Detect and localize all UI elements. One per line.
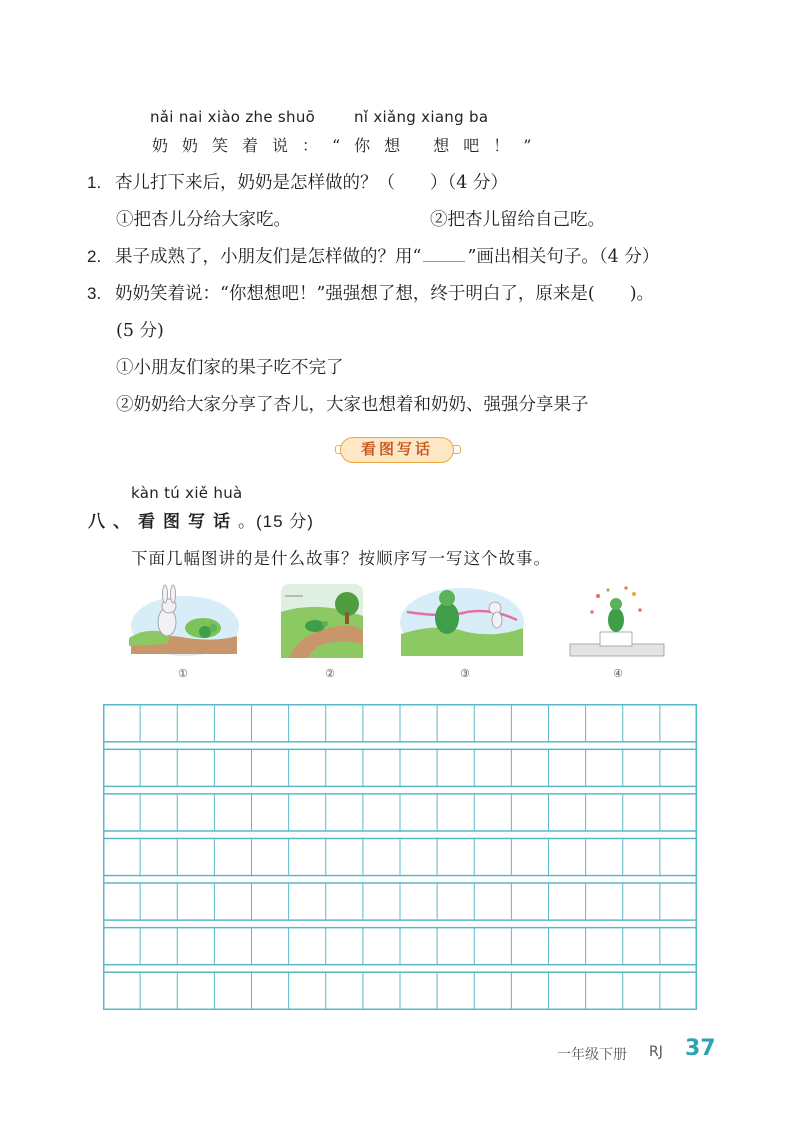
- question-3: [87, 280, 654, 305]
- page-number: 37: [685, 1036, 716, 1061]
- question-text-after: ”画出相关句子。（4 分）: [467, 247, 660, 267]
- q1-option-a: ①把杏儿分给大家吃。: [116, 210, 291, 230]
- pinyin-line-left: nǎi nai xiào zhe shuō: [150, 108, 316, 126]
- footer-book: 一年级下册: [557, 1047, 627, 1063]
- picture-2-turtle: [279, 582, 365, 660]
- question-number: 2.: [87, 247, 102, 266]
- picture-1-rabbit: [127, 582, 239, 658]
- reading-sentence: 奶奶笑着说：“你想 想吧！”: [152, 136, 546, 155]
- picture-3-finish: [397, 582, 527, 660]
- q1-option-b: ②把杏儿留给自己吃。: [430, 210, 605, 230]
- question-1: [87, 169, 508, 194]
- picture-4-label: ④: [613, 667, 623, 680]
- question-number: 1.: [87, 173, 102, 192]
- writing-grid[interactable]: [103, 704, 697, 1010]
- section-title-text: 八、看图写话: [88, 512, 238, 532]
- question-text-before: 果子成熟了，小朋友们是怎样做的？用“: [115, 247, 422, 267]
- q3-option-a: ①小朋友们家的果子吃不完了: [116, 358, 344, 378]
- question-text: 奶奶笑着说：“你想想吧！”强强想了想，终于明白了，原来是( )。: [115, 284, 655, 304]
- question-number: 3.: [87, 284, 102, 303]
- picture-4-podium: [568, 582, 666, 660]
- picture-2-label: ②: [325, 667, 335, 680]
- section-title: [88, 507, 314, 532]
- badge-label: 看图写话: [360, 440, 433, 458]
- footer-edition: RJ: [649, 1044, 663, 1060]
- section-pinyin: kàn tú xiě huà: [131, 484, 243, 502]
- question-3-score: (5 分): [116, 321, 164, 341]
- pinyin-line-right: nǐ xiǎng xiang ba: [354, 108, 489, 126]
- section-score: 。(15 分): [238, 512, 314, 531]
- underline-sample: [423, 247, 465, 262]
- picture-3-label: ③: [460, 667, 470, 680]
- section-badge: [335, 433, 461, 467]
- picture-1-label: ①: [178, 667, 188, 680]
- question-text: 杏儿打下来后，奶奶是怎样做的？（ ）（4 分）: [115, 173, 508, 193]
- question-2: [87, 243, 659, 268]
- q3-option-b: ②奶奶给大家分享了杏儿，大家也想着和奶奶、强强分享果子: [116, 395, 589, 415]
- section-instruction: 下面几幅图讲的是什么故事？按顺序写一写这个故事。: [131, 549, 551, 568]
